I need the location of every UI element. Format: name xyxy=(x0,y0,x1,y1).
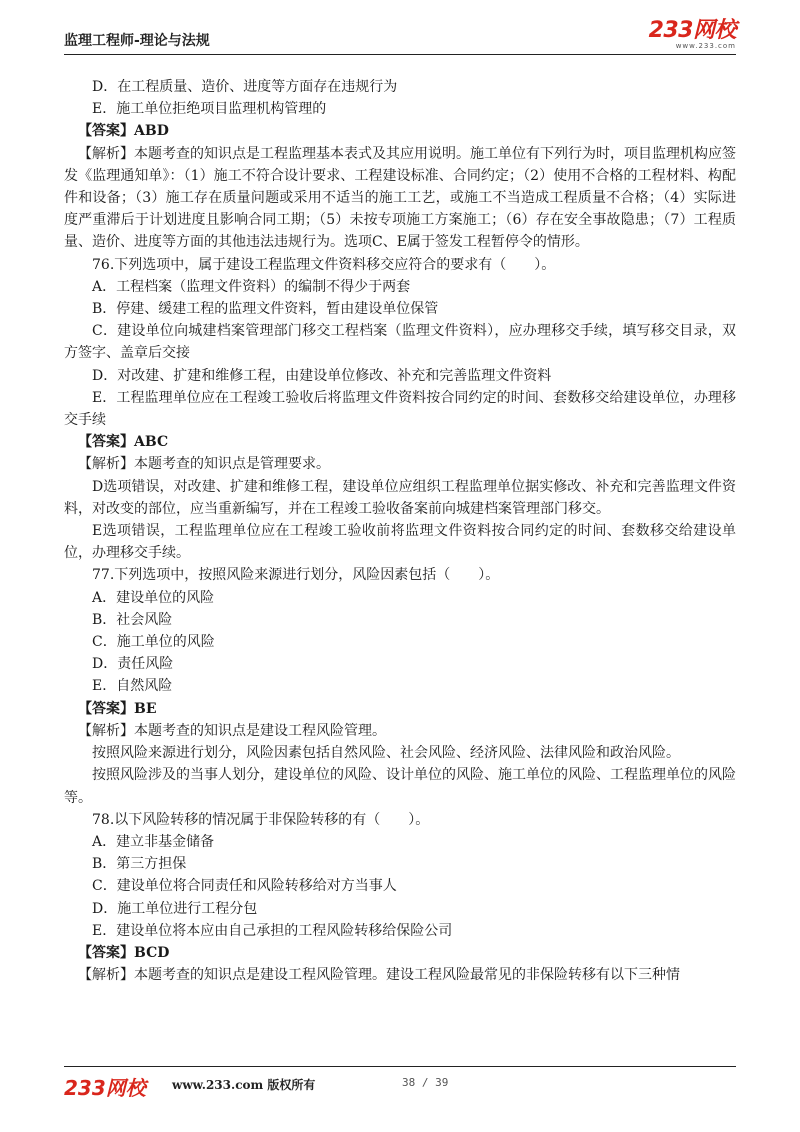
option-line: D．责任风险 xyxy=(92,656,174,673)
option-line: A．建立非基金储备 xyxy=(92,833,215,850)
analysis-paragraph: E选项错误，工程监理单位应在工程竣工验收前将监理文件资料按合同约定的时间、套数移交给建设单位，办理移交手续。 xyxy=(64,523,736,562)
brand-logo xyxy=(649,20,736,50)
logo-text: 233网校 xyxy=(648,18,736,43)
option-line: D．施工单位进行工程分包 xyxy=(92,900,258,917)
option-line: B．社会风险 xyxy=(92,611,173,628)
analysis-paragraph: 【解析】本题考查的知识点是建设工程风险管理。建设工程风险最常见的非保险转移有以下三种情 xyxy=(78,967,680,984)
header-title: 监理工程师-理论与法规 xyxy=(64,33,210,49)
question-stem: 77.下列选项中，按照风险来源进行划分，风险因素包括（ ）。 xyxy=(92,567,500,584)
option-line: E．自然风险 xyxy=(92,678,173,695)
answer-line: 【答案】BCD xyxy=(78,944,170,961)
logo-url: www.233.com xyxy=(675,42,736,50)
option-line: C．建设单位将合同责任和风险转移给对方当事人 xyxy=(92,878,397,895)
option-line: C．建设单位向城建档案管理部门移交工程档案（监理文件资料），应办理移交手续，填写移交目录，双方签字、盖章后交接 xyxy=(64,323,736,362)
question-stem: 76.下列选项中，属于建设工程监理文件资料移交应符合的要求有（ ）。 xyxy=(92,256,556,273)
option-line: A．建设单位的风险 xyxy=(92,589,215,606)
analysis-paragraph: 【解析】本题考查的知识点是建设工程风险管理。 xyxy=(78,722,386,739)
option-line: A．工程档案（监理文件资料）的编制不得少于两套 xyxy=(92,278,411,295)
option-line: E．施工单位拒绝项目监理机构管理的 xyxy=(92,101,327,118)
page-number: 38 / 39 xyxy=(402,1076,449,1089)
analysis-paragraph: 【解析】本题考查的知识点是管理要求。 xyxy=(78,456,330,473)
answer-line: 【答案】ABD xyxy=(78,123,169,140)
option-line: B．第三方担保 xyxy=(92,856,187,873)
header-divider xyxy=(64,54,736,55)
question-stem: 78.以下风险转移的情况属于非保险转移的有（ ）。 xyxy=(92,811,430,828)
analysis-paragraph: 按照风险来源进行划分，风险因素包括自然风险、社会风险、经济风险、法律风险和政治风险。 xyxy=(92,745,680,762)
analysis-paragraph: 按照风险涉及的当事人划分，建设单位的风险、设计单位的风险、施工单位的风险、工程监理单位的风险等。 xyxy=(64,767,736,806)
option-line: D．对改建、扩建和维修工程，由建设单位修改、补充和完善监理文件资料 xyxy=(92,367,552,384)
footer-logo: 233网校 xyxy=(64,1076,146,1100)
footer-divider xyxy=(64,1066,736,1067)
answer-line: 【答案】BE xyxy=(78,700,157,717)
option-line: C．施工单位的风险 xyxy=(92,634,215,651)
answer-line: 【答案】ABC xyxy=(78,434,169,451)
analysis-paragraph: 【解析】本题考查的知识点是工程监理基本表式及其应用说明。施工单位有下列行为时，项目监理机构应签发《监理通知单》：（1）施工不符合设计要求、工程建设标准、合同约定；（2）使用不合格的工程材料、构配件和设备；（3）施工存在质量问题或采用不适当的施工工艺，或施工不当造成工程质量不合格；（4）实际进度严重滞后于计划进度且影响合同工期；（5）未按专项施工方案施工；（6）存在安全事故隐患；（7）工程质量、造价、进度等方面的其他违法违规行为。选项C、E属于签发工程暂停令的情形。 xyxy=(64,145,736,251)
footer-site-text: www.233.com 版权所有 xyxy=(172,1078,316,1092)
option-line: E．工程监理单位应在工程竣工验收后将监理文件资料按合同约定的时间、套数移交给建设单位，办理移交手续 xyxy=(64,389,736,429)
option-line: E．建设单位将本应由自己承担的工程风险转移给保险公司 xyxy=(92,922,453,939)
page-footer xyxy=(64,1072,736,1100)
option-line: B．停建、缓建工程的监理文件资料，暂由建设单位保管 xyxy=(92,301,439,318)
document-body xyxy=(64,76,736,986)
analysis-paragraph: D选项错误，对改建、扩建和维修工程，建设单位应组织工程监理单位据实修改、补充和完善监理文件资料，对改变的部位，应当重新编写，并在工程竣工验收备案前向城建档案管理部门移交。 xyxy=(64,478,736,517)
option-line: D．在工程质量、造价、进度等方面存在违规行为 xyxy=(92,79,398,95)
